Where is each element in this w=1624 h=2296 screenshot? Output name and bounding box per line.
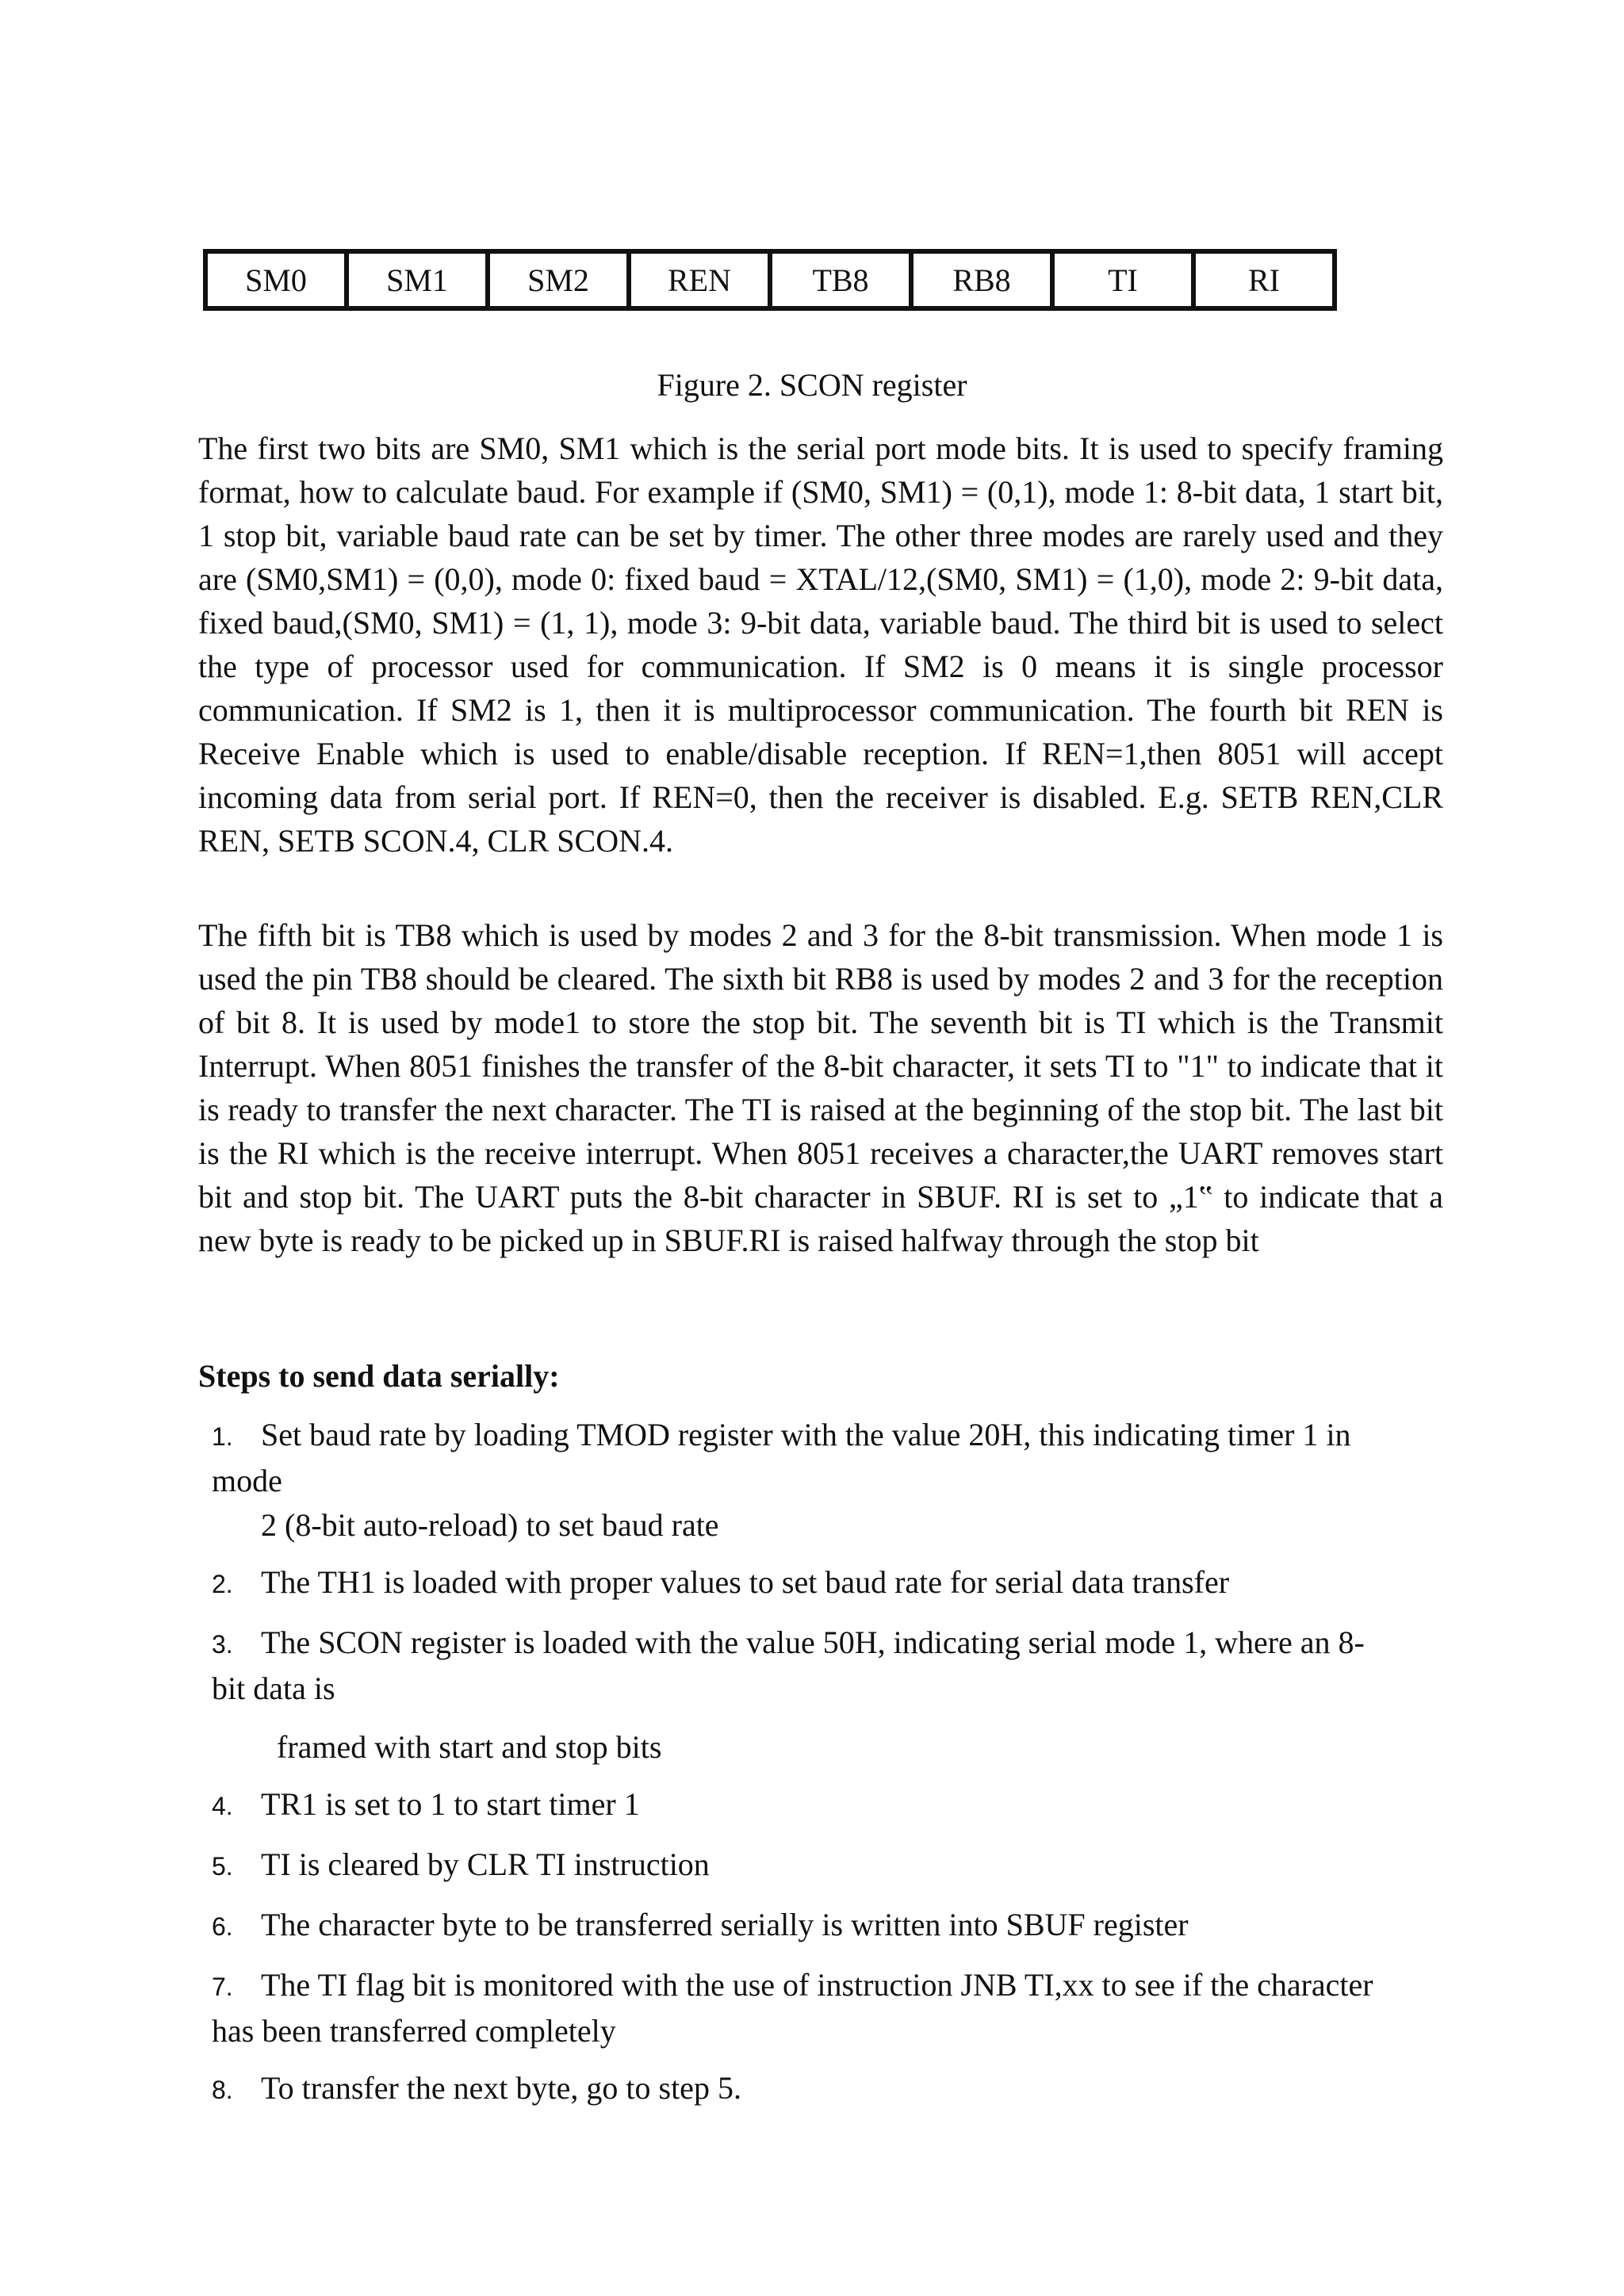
step-text: TI is cleared by CLR TI instruction: [261, 1846, 710, 1882]
step-item-4: [212, 1782, 1449, 1828]
step-item-3: [212, 1621, 1449, 1770]
step-number: 8.: [212, 2076, 233, 2104]
step-item-7: [212, 1963, 1449, 2053]
paragraph-scon-bits-1: The first two bits are SM0, SM1 which is the serial port mode bits. It is used to specify framing format, how to calculate baud. For example if (SM0, SM1) = (0,1), mode 1: 8-bit data, 1 start bit, 1 stop bit, variable baud rate can be set by timer. The other three modes are rarely used and they are (SM0,SM1) = (0,0), mode 0: fixed baud = XTAL/12,(SM0, SM1) = (1,0), mode 2: 9-bit data, fixed baud,(SM0, SM1) = (1, 1), mode 3: 9-bit data, variable baud. The third bit is used to select the type of processor used for communication. If SM2 is 0 means it is single processor communication. If SM2 is 1, then it is multiprocessor communication. The fourth bit REN is Receive Enable which is used to enable/disable reception. If REN=1,then 8051 will accept incoming data from serial port. If REN=0, then the receiver is disabled. E.g. SETB REN,CLR REN, SETB SCON.4, CLR SCON.4.: [198, 430, 1443, 859]
step-text: The character byte to be transferred serially is written into SBUF register: [261, 1907, 1189, 1942]
step-text-wrap: mode: [212, 1463, 282, 1498]
step-text-wrap: bit data is: [212, 1670, 335, 1706]
step-item-6: [212, 1903, 1449, 1949]
step-number: 6.: [212, 1912, 233, 1941]
step-text-wrap: has been transferred completely: [212, 2013, 616, 2049]
step-text: To transfer the next byte, go to step 5.: [261, 2070, 741, 2106]
step-number: 3.: [212, 1630, 233, 1659]
step-text: The TH1 is loaded with proper values to set baud rate for serial data transfer: [261, 1564, 1230, 1600]
register-bits-row: [205, 251, 1335, 308]
register-bit-sm0: SM0: [205, 251, 347, 308]
register-bit-sm2: SM2: [488, 251, 629, 308]
figure-caption: Figure 2. SCON register: [657, 367, 967, 403]
register-bit-rb8: RB8: [911, 251, 1052, 308]
register-bit-tb8: TB8: [770, 251, 911, 308]
register-bit-ti: TI: [1052, 251, 1193, 308]
step-number: 7.: [212, 1973, 233, 2001]
register-bit-sm1: SM1: [347, 251, 488, 308]
step-number: 2.: [212, 1570, 233, 1598]
step-text-continued: 2 (8-bit auto-reload) to set baud rate: [261, 1507, 719, 1543]
step-number: 1.: [212, 1422, 233, 1451]
step-text: The SCON register is loaded with the value 50H, indicating serial mode 1, where an 8-: [261, 1624, 1365, 1660]
step-item-5: [212, 1843, 1449, 1888]
register-bit-ri: RI: [1193, 251, 1335, 308]
step-number: 5.: [212, 1852, 233, 1881]
paragraph-scon-bits-2: The fifth bit is TB8 which is used by modes 2 and 3 for the 8-bit transmission. When mode 1 is used the pin TB8 should be cleared. The sixth bit RB8 is used by modes 2 and 3 for the reception of bit 8. It is used by mode1 to store the stop bit. The seventh bit is TI which is the Transmit Interrupt. When 8051 finishes the transfer of the 8-bit character, it sets TI to "1" to indicate that it is ready to transfer the next character. The TI is raised at the beginning of the stop bit. The last bit is the RI which is the receive interrupt. When 8051 receives a character,the UART removes start bit and stop bit. The UART puts the 8-bit character in SBUF. RI is set to „1‟ to indicate that a new byte is ready to be picked up in SBUF.RI is raised halfway through the stop bit: [198, 917, 1443, 1258]
steps-heading: Steps to send data serially:: [198, 1358, 560, 1394]
step-number: 4.: [212, 1792, 233, 1820]
step-item-2: [212, 1560, 1449, 1606]
step-text: The TI flag bit is monitored with the use of instruction JNB TI,xx to see if the character: [261, 1967, 1373, 2003]
step-text: TR1 is set to 1 to start timer 1: [261, 1786, 640, 1822]
step-item-1: [212, 1413, 1449, 1548]
step-text: Set baud rate by loading TMOD register with the value 20H, this indicating timer 1 in: [261, 1417, 1351, 1452]
step-text-continued: framed with start and stop bits: [277, 1729, 662, 1765]
register-bit-ren: REN: [629, 251, 770, 308]
scon-register-diagram: [203, 249, 1337, 311]
step-item-8: [212, 2066, 1449, 2112]
